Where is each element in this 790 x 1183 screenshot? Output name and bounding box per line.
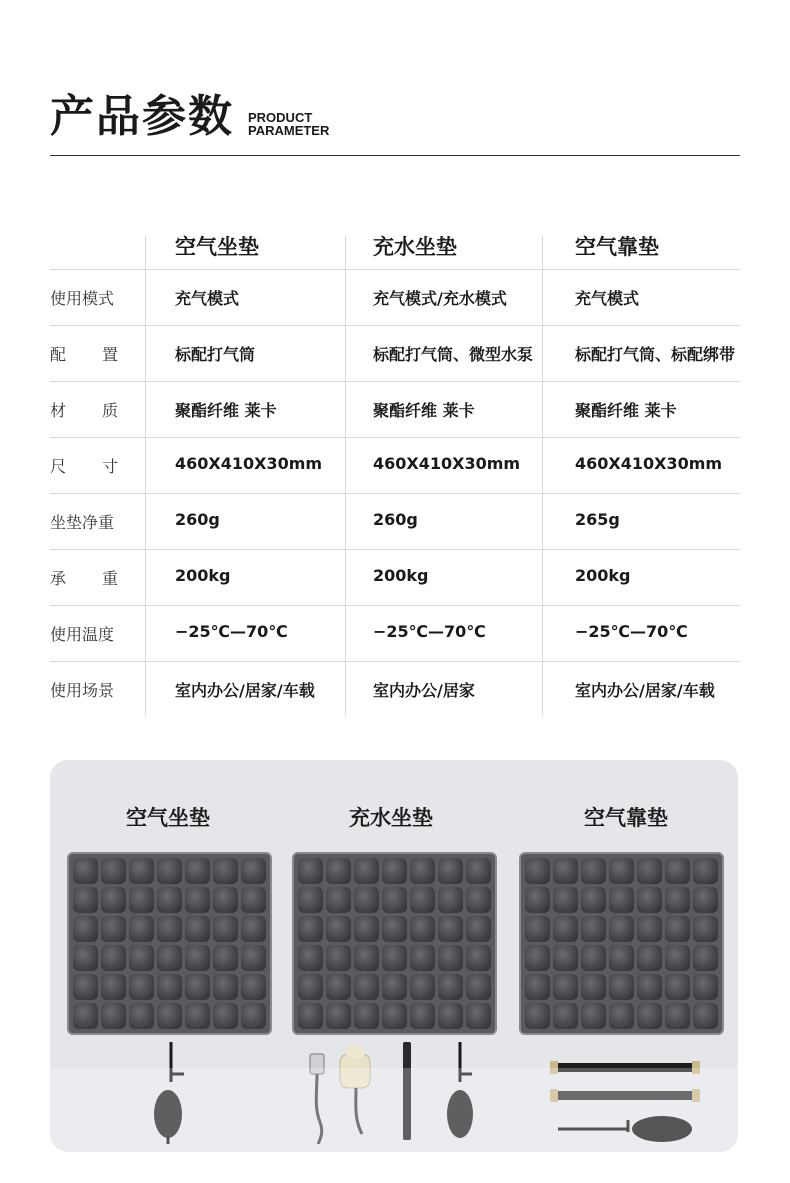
column-header: 空气靠垫 xyxy=(575,235,659,259)
table-cell: −25℃—70℃ xyxy=(575,622,688,641)
cushion-cell xyxy=(185,974,210,1000)
cushion-cell xyxy=(466,945,491,971)
cushion-cell xyxy=(410,1003,435,1029)
cushion-cell xyxy=(525,974,550,1000)
cushion-cell xyxy=(581,974,606,1000)
cushion-cell xyxy=(101,945,126,971)
cushion-cell xyxy=(326,1003,351,1029)
cushion-cell xyxy=(213,945,238,971)
cushion-cell xyxy=(213,974,238,1000)
cushion-cell xyxy=(466,1003,491,1029)
table-cell: 200kg xyxy=(175,566,231,585)
cushion-cell xyxy=(581,916,606,942)
bottom-band xyxy=(0,1068,790,1183)
cushion-cell xyxy=(637,887,662,913)
cushion-cell xyxy=(157,974,182,1000)
row-label: 坐垫净重 xyxy=(50,513,115,532)
cushion-cell xyxy=(326,916,351,942)
cushion-cell xyxy=(609,916,634,942)
table-cell: 聚酯纤维 莱卡 xyxy=(373,401,475,420)
cushion-cell xyxy=(665,916,690,942)
cushion-cell xyxy=(129,974,154,1000)
cushion-cell xyxy=(129,887,154,913)
cushion-cell xyxy=(298,945,323,971)
cushion-cell xyxy=(581,887,606,913)
cushion-cell xyxy=(241,1003,266,1029)
cushion-cell xyxy=(326,945,351,971)
table-cell: 460X410X30mm xyxy=(373,454,521,473)
table-header-row xyxy=(50,215,740,270)
cushion-cell xyxy=(665,858,690,884)
cushion-cell xyxy=(157,945,182,971)
cushion-cell xyxy=(637,945,662,971)
cushion-cell xyxy=(466,858,491,884)
table-row xyxy=(50,326,740,382)
cushion-cell xyxy=(185,945,210,971)
cushion-cell xyxy=(609,887,634,913)
cushion-cell xyxy=(382,916,407,942)
cushion-cell xyxy=(410,945,435,971)
cushion-cell xyxy=(101,858,126,884)
table-row xyxy=(50,494,740,550)
cushion-cell xyxy=(438,1003,463,1029)
cushion-cell xyxy=(73,858,98,884)
row-label: 使用场景 xyxy=(50,681,115,700)
cushion-cell xyxy=(581,945,606,971)
table-cell: 充气模式 xyxy=(175,289,240,308)
cushion-cell xyxy=(354,945,379,971)
table-cell: 聚酯纤维 莱卡 xyxy=(175,401,277,420)
table-row xyxy=(50,438,740,494)
parameter-table xyxy=(50,215,740,718)
cushion-cell xyxy=(553,887,578,913)
table-cell: 标配打气筒、标配绑带 xyxy=(575,345,736,364)
air-seat-cushion-image xyxy=(67,852,272,1035)
page-subtitle: PRODUCT PARAMETER xyxy=(248,110,330,138)
cushion-cell xyxy=(354,1003,379,1029)
cushion-cell xyxy=(73,1003,98,1029)
cushion-cell xyxy=(129,1003,154,1029)
cushion-cell xyxy=(525,916,550,942)
cushion-cell xyxy=(213,858,238,884)
cushion-cell xyxy=(553,1003,578,1029)
cushion-cell xyxy=(438,945,463,971)
cushion-cell xyxy=(326,887,351,913)
cushion-cell xyxy=(382,858,407,884)
cushion-cell xyxy=(241,974,266,1000)
cushion-cell xyxy=(241,945,266,971)
cushion-cell xyxy=(665,974,690,1000)
cushion-cell xyxy=(185,1003,210,1029)
cushion-cell xyxy=(298,887,323,913)
cushion-cell xyxy=(241,858,266,884)
product-title: 充水坐垫 xyxy=(349,806,433,830)
table-cell: 室内办公/居家/车载 xyxy=(575,681,715,700)
table-cell: 充气模式/充水模式 xyxy=(373,289,507,308)
cushion-cell xyxy=(382,945,407,971)
cushion-cell xyxy=(382,1003,407,1029)
cushion-cell xyxy=(693,1003,718,1029)
cushion-cell xyxy=(553,916,578,942)
cushion-cell xyxy=(101,916,126,942)
cushion-cell xyxy=(298,974,323,1000)
cushion-cell xyxy=(213,1003,238,1029)
cushion-cell xyxy=(438,974,463,1000)
column-header: 空气坐垫 xyxy=(175,235,259,259)
cushion-cell xyxy=(693,974,718,1000)
cushion-cell xyxy=(382,887,407,913)
table-cell: 室内办公/居家/车载 xyxy=(175,681,315,700)
page-title: 产品参数 xyxy=(50,91,234,142)
cushion-cell xyxy=(410,887,435,913)
cushion-cell xyxy=(525,1003,550,1029)
cushion-cell xyxy=(185,887,210,913)
cushion-cell xyxy=(665,1003,690,1029)
cushion-cell xyxy=(382,974,407,1000)
cushion-cell xyxy=(438,858,463,884)
cushion-cell xyxy=(553,945,578,971)
cushion-cell xyxy=(581,858,606,884)
table-cell: −25℃—70℃ xyxy=(175,622,288,641)
table-cell: −25℃—70℃ xyxy=(373,622,486,641)
water-seat-cushion-image xyxy=(292,852,497,1035)
column-header: 充水坐垫 xyxy=(373,235,457,259)
cushion-cell xyxy=(581,1003,606,1029)
row-label: 使用温度 xyxy=(50,625,115,644)
table-row xyxy=(50,606,740,662)
cushion-cell xyxy=(101,887,126,913)
cushion-cell xyxy=(466,974,491,1000)
cushion-cell xyxy=(157,1003,182,1029)
cushion-cell xyxy=(157,887,182,913)
table-cell: 200kg xyxy=(575,566,631,585)
cushion-cell xyxy=(298,1003,323,1029)
cushion-cell xyxy=(326,858,351,884)
row-label: 材 质 xyxy=(50,401,118,420)
cushion-cell xyxy=(101,974,126,1000)
cushion-cell xyxy=(410,858,435,884)
cushion-cell xyxy=(609,858,634,884)
cushion-cell xyxy=(241,887,266,913)
row-label: 配 置 xyxy=(50,345,118,364)
cushion-cell xyxy=(637,1003,662,1029)
table-cell: 充气模式 xyxy=(575,289,640,308)
cushion-cell xyxy=(354,887,379,913)
cushion-cell xyxy=(129,858,154,884)
cushion-cell xyxy=(101,1003,126,1029)
cushion-cell xyxy=(665,945,690,971)
table-cell: 聚酯纤维 莱卡 xyxy=(575,401,677,420)
cushion-cell xyxy=(73,945,98,971)
cushion-cell xyxy=(693,945,718,971)
cushion-cell xyxy=(129,916,154,942)
cushion-cell xyxy=(241,916,266,942)
cushion-cell xyxy=(438,887,463,913)
row-label: 承 重 xyxy=(50,569,118,588)
table-cell: 460X410X30mm xyxy=(575,454,723,473)
table-row xyxy=(50,662,740,718)
table-cell: 标配打气筒 xyxy=(175,345,256,364)
cushion-cell xyxy=(73,974,98,1000)
table-cell: 265g xyxy=(575,510,620,529)
cushion-cell xyxy=(410,974,435,1000)
cushion-cell xyxy=(609,974,634,1000)
cushion-cell xyxy=(466,916,491,942)
table-cell: 260g xyxy=(373,510,418,529)
cushion-cell xyxy=(665,887,690,913)
cushion-cell xyxy=(410,916,435,942)
cushion-cell xyxy=(73,916,98,942)
cushion-cell xyxy=(693,858,718,884)
table-row xyxy=(50,550,740,606)
cushion-cell xyxy=(157,916,182,942)
cushion-cell xyxy=(298,858,323,884)
cushion-cell xyxy=(525,945,550,971)
table-cell: 标配打气筒、微型水泵 xyxy=(373,345,534,364)
cushion-cell xyxy=(213,887,238,913)
cushion-cell xyxy=(637,916,662,942)
cushion-cell xyxy=(466,887,491,913)
table-cell: 室内办公/居家 xyxy=(373,681,475,700)
air-back-cushion-image xyxy=(519,852,724,1035)
cushion-cell xyxy=(553,858,578,884)
cushion-cell xyxy=(609,945,634,971)
table-cell: 260g xyxy=(175,510,220,529)
cushion-cell xyxy=(157,858,182,884)
cushion-cell xyxy=(693,916,718,942)
table-row xyxy=(50,270,740,326)
row-label: 尺 寸 xyxy=(50,457,118,476)
cushion-cell xyxy=(637,974,662,1000)
page-header xyxy=(50,91,330,142)
cushion-cell xyxy=(354,858,379,884)
cushion-cell xyxy=(637,858,662,884)
cushion-cell xyxy=(438,916,463,942)
cushion-cell xyxy=(693,887,718,913)
header-divider xyxy=(50,155,740,156)
table-row xyxy=(50,382,740,438)
cushion-cell xyxy=(609,1003,634,1029)
cushion-cell xyxy=(326,974,351,1000)
table-cell: 200kg xyxy=(373,566,429,585)
row-label: 使用模式 xyxy=(50,289,115,308)
cushion-cell xyxy=(354,916,379,942)
product-title: 空气靠垫 xyxy=(584,806,668,830)
cushion-cell xyxy=(129,945,154,971)
cushion-cell xyxy=(73,887,98,913)
table-cell: 460X410X30mm xyxy=(175,454,323,473)
cushion-cell xyxy=(525,858,550,884)
cushion-cell xyxy=(553,974,578,1000)
cushion-cell xyxy=(185,916,210,942)
product-title: 空气坐垫 xyxy=(126,806,210,830)
cushion-cell xyxy=(213,916,238,942)
cushion-cell xyxy=(354,974,379,1000)
cushion-cell xyxy=(525,887,550,913)
cushion-cell xyxy=(185,858,210,884)
cushion-cell xyxy=(298,916,323,942)
